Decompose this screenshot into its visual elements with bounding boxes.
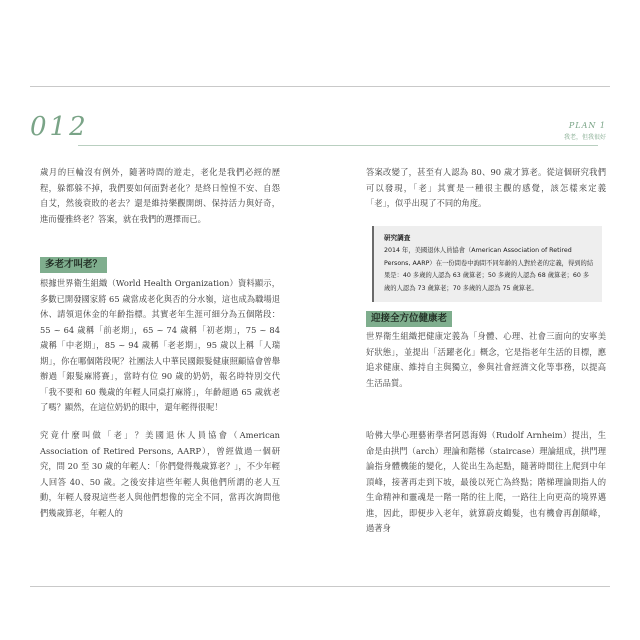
left-section2-paragraph [40, 428, 280, 521]
plan-label: PLAN 1 [568, 121, 606, 130]
right-section4-paragraph [366, 428, 606, 537]
right-continuation-paragraph [366, 165, 606, 212]
bottom-divider [30, 586, 610, 587]
page-number: 012 [30, 112, 89, 142]
section-heading-how-old: 多老才叫老？ [40, 257, 107, 273]
continuation-text: 答案改變了，甚至有人認為 80、90 歲才算老。從這個研究我們可以發現，「老」其實是一種很主觀的感覺，該怎樣來定義「老」，似乎出現了不同的角度。 [366, 167, 606, 208]
left-section1-paragraph [40, 276, 280, 416]
section1-text: 根據世界衛生組織（World Health Organization）資料顯示，多數已開發國家將 65 歲當成老化與否的分水嶺，這也成為職場退休、請領退休金的年齡指標。其實老年生涯可細分為五個階段：55 ~ 64 歲稱「前老期」，65 ~ 74 歲稱「初老期」，75 ~ 84 歲稱「中老期」，85 ~ 94 歲稱「老老期」，95 歲以上稱「人瑞期」，你在哪個階段呢？社團法人中華民國銀髮健康照顧協會曾舉辦過「銀髮麻將賽」，當時有位 90 歲的奶奶，報名時特別交代「我不要和 60 幾歲的年輕人同桌打麻將」，年齡超過 65 歲就老了嗎？顯然，在這位奶奶的眼中，還年輕得很呢！ [40, 278, 280, 412]
left-intro-paragraph [40, 165, 280, 227]
section3-text: 世界衛生組織把健康定義為「身體、心理、社會三面向的安寧美好狀態」，並提出「活躍老化」概念，它是指老年生活的目標，應追求健康、維持自主與獨立，參與社會經濟文化等事務，以提高生活品質。 [366, 331, 606, 388]
research-box [372, 226, 602, 302]
header-rule [78, 145, 598, 146]
research-title: 研究調查 [384, 234, 411, 242]
section2-text: 究竟什麼叫做「老」？美國退休人員協會（American Association of Retired Persons, AARP），曾經做過一個研究，問 20 至 30 歲的年輕人：「你們覺得幾歲算老？」，不少年輕人回答 40、50 歲。之後安排這些年輕人與他們所謂的老人互動，年輕人發現這些老人與他們想像的完全不同，當再次詢問他們幾歲算老，年輕人的 [40, 430, 280, 518]
plan-header [564, 121, 606, 141]
section4-text: 哈佛大學心理藝術學者阿恩海姆（Rudolf Arnheim）提出，生命是由拱門（arch）理論和階梯（staircase）理論組成，拱門理論指身體機能的變化，人從出生為起點，隨著時間往上爬到中年頂峰，接著再走到下坡，最後以死亡為終點；階梯理論則指人的生命精神和靈魂是一階一階的往上爬，一路往上向更高的境界邁進，因此，即便步入老年，就算蔚皮鶴髮，也有機會再創顛峰，過著身 [366, 430, 606, 533]
top-divider [30, 86, 610, 87]
section-heading-healthy-aging: 迎接全方位健康老 [366, 311, 452, 327]
plan-subtitle: 我老，但我很好 [563, 134, 606, 141]
intro-text: 歲月的巨輪沒有例外，隨著時間的遊走，老化是我們必經的歷程，躲都躲不掉，我們要如何面對老化？是終日惶惶不安、自怨自艾，然後衰敗的老去？還是維持樂觀開朗、保持活力與好奇，進而優雅終老？答案，就在我們的選擇而已。 [40, 167, 280, 224]
research-text: 2014 年，美國退休人員協會（American Association of Retired Persons, AARP）在一份問卷中詢問不同年齡的人對於老的定義，得到的結果是：40 多歲的人認為 63 歲算老；50 多歲的人認為 68 歲算老；60 多歲的人認為 73 歲算老；70 多歲的人認為 75 歲算老。 [384, 246, 594, 293]
right-section3-paragraph [366, 329, 606, 391]
